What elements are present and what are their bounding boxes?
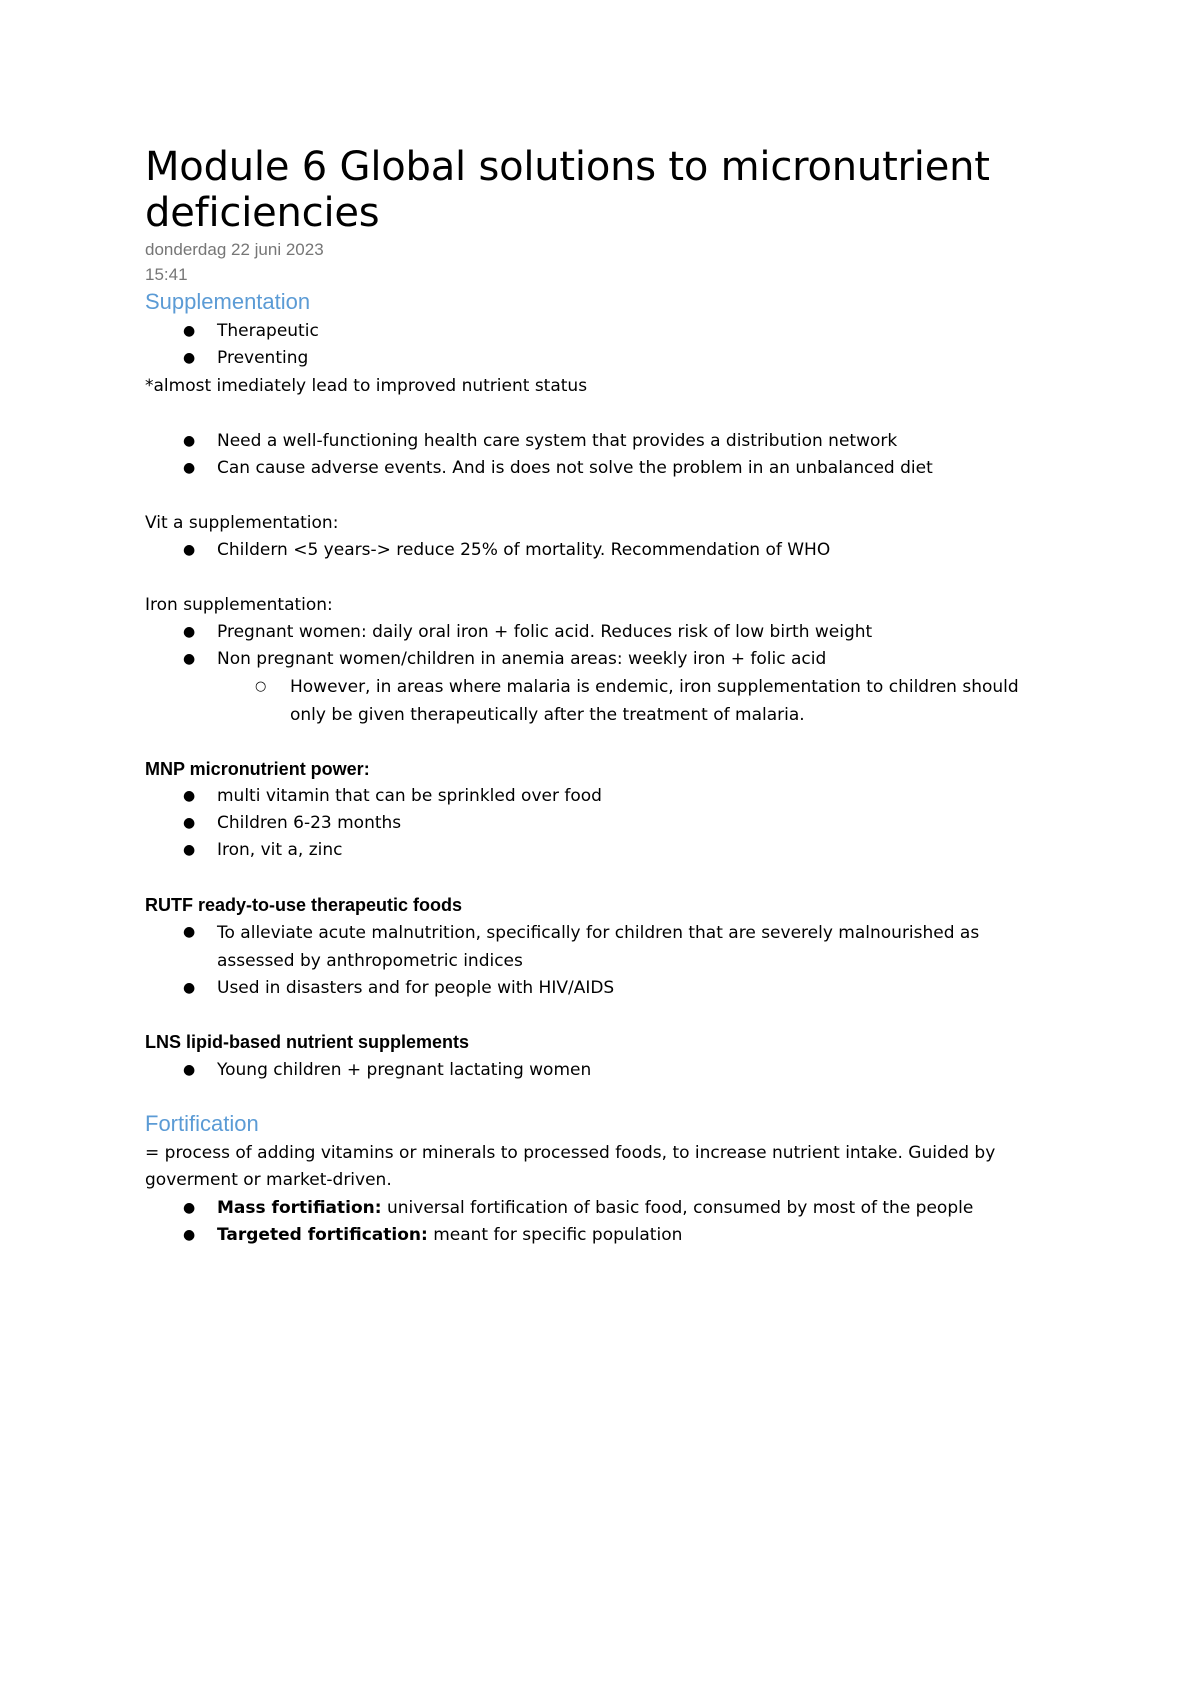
bullet-icon: ● (183, 842, 196, 858)
fortification-heading: Fortification (145, 1111, 259, 1136)
bullet-icon: ● (183, 1062, 196, 1078)
page-time: 15:41 (145, 265, 188, 284)
list-item: multi vitamin that can be sprinkled over food (217, 786, 602, 806)
term-text: universal fortification of basic food, consumed by most of the people (381, 1198, 974, 1218)
list-item: Non pregnant women/children in anemia areas: weekly iron + folic acid (217, 649, 827, 669)
term-label: Mass fortifiation: (217, 1198, 382, 1218)
rutf-label: RUTF ready-to-use therapeutic foods (145, 895, 463, 915)
term-text: meant for specific population (427, 1225, 683, 1245)
lns-label: LNS lipid-based nutrient supplements (145, 1032, 470, 1052)
list-item: Used in disasters and for people with HIV/AIDS (217, 978, 615, 998)
bullet-icon: ● (183, 323, 196, 339)
list-item: Need a well-functioning health care system that provides a distribution network (217, 431, 898, 451)
list-item: Preventing (217, 348, 309, 368)
list-item: To alleviate acute malnutrition, specifically for children that are severely malnourished as assessed by anthropometric indices (217, 923, 980, 971)
bullet-icon: ● (183, 624, 196, 640)
iron-label: Iron supplementation: (145, 595, 333, 615)
list-item (217, 1195, 973, 1222)
supplementation-heading: Supplementation (145, 289, 311, 314)
fortification-definition: = process of adding vitamins or minerals to processed foods, to increase nutrient intake. Guided by goverment or market-driven. (145, 1143, 996, 1190)
bullet-icon: ● (183, 788, 196, 804)
bullet-icon: ● (183, 350, 196, 366)
page-date: donderdag 22 juni 2023 (145, 240, 324, 259)
bullet-icon: ● (183, 980, 196, 996)
bullet-icon: ● (183, 1200, 196, 1216)
list-item: Children 6-23 months (217, 813, 402, 833)
bullet-icon: ● (183, 651, 196, 667)
page-title: Module 6 Global solutions to micronutrient deficiencies (145, 144, 990, 236)
list-item: Therapeutic (217, 321, 319, 341)
list-item: Young children + pregnant lactating women (217, 1060, 592, 1080)
term-label: Targeted fortification: (217, 1225, 428, 1245)
supplementation-note: *almost imediately lead to improved nutrient status (145, 376, 588, 396)
bullet-icon: ● (183, 1227, 196, 1243)
list-item: Childern <5 years-> reduce 25% of mortality. Recommendation of WHO (217, 540, 831, 560)
circle-bullet-icon: ○ (255, 679, 267, 694)
list-subitem: However, in areas where malaria is endemic, iron supplementation to children should only be given therapeutically after the treatment of malaria. (290, 677, 1019, 725)
list-item: Pregnant women: daily oral iron + folic acid. Reduces risk of low birth weight (217, 622, 873, 642)
mnp-label: MNP micronutrient power: (145, 759, 370, 779)
bullet-icon: ● (183, 815, 196, 831)
bullet-icon: ● (183, 924, 196, 940)
vit-a-label: Vit a supplementation: (145, 513, 339, 533)
list-item (217, 1222, 682, 1249)
bullet-icon: ● (183, 460, 196, 476)
bullet-icon: ● (183, 542, 196, 558)
list-item: Iron, vit a, zinc (217, 840, 343, 860)
list-item: Can cause adverse events. And is does not solve the problem in an unbalanced diet (217, 458, 933, 478)
bullet-icon: ● (183, 433, 196, 449)
